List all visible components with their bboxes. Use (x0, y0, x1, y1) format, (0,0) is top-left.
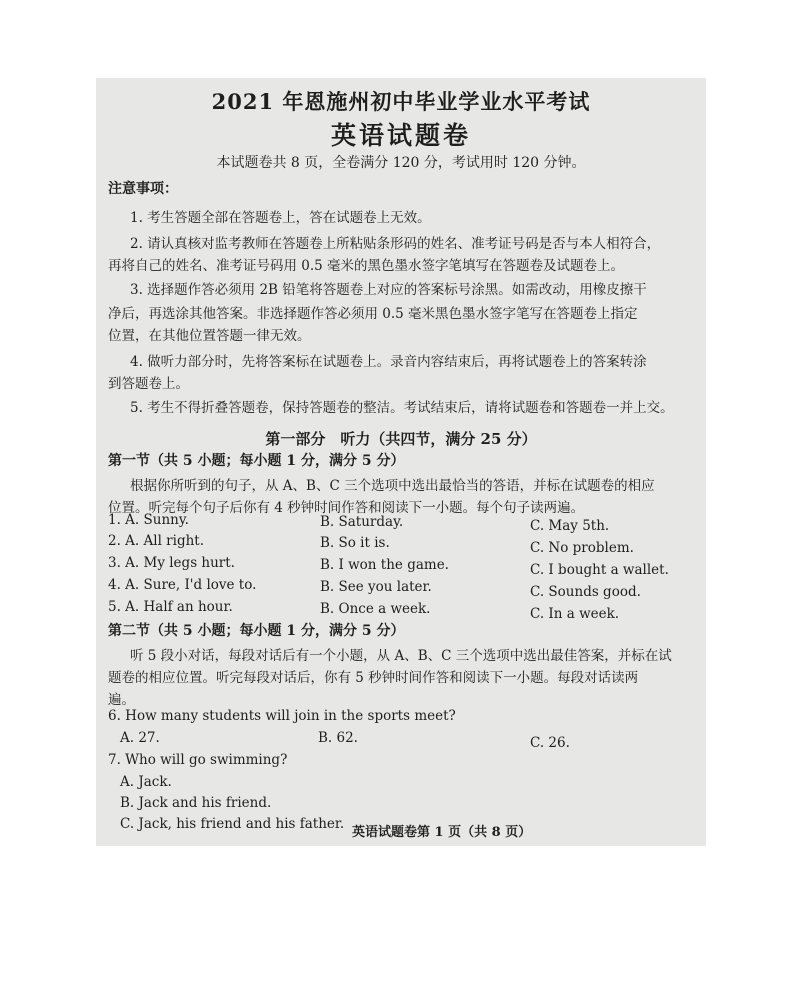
question-4-option-a: 4. A. Sure, I'd love to. (108, 577, 257, 593)
question-6-option-a: A. 27. (120, 730, 160, 746)
question-7-option-c: C. Jack, his friend and his father. (120, 816, 345, 832)
notice-item-4-line-1: 4. 做听力部分时，先将答案标在试题卷上。录音内容结束后，再将试题卷上的答案转涂 (130, 354, 647, 370)
exam-subject-title: 英语试题卷 (330, 121, 471, 150)
question-1-option-a: 1. A. Sunny. (108, 512, 189, 528)
question-5-option-a: 5. A. Half an hour. (108, 599, 233, 615)
page-footer: 英语试题卷第 1 页（共 8 页） (352, 825, 532, 840)
question-5-option-c: C. In a week. (530, 606, 620, 622)
exam-meta: 本试题卷共 8 页，全卷满分 120 分，考试用时 120 分钟。 (216, 155, 586, 171)
question-3-option-b: B. I won the game. (320, 557, 449, 573)
question-7-stem: 7. Who will go swimming? (108, 752, 288, 768)
question-1-option-b: B. Saturday. (320, 514, 404, 530)
question-2-option-a: 2. A. All right. (108, 533, 205, 549)
exam-page (96, 78, 706, 846)
notice-item-4-line-2: 到答题卷上。 (108, 376, 189, 392)
question-2-option-b: B. So it is. (320, 535, 390, 551)
notice-item-5: 5. 考生不得折叠答题卷，保持答题卷的整洁。考试结束后，请将试题卷和答题卷一并上交。 (130, 400, 674, 416)
question-3-option-c: C. I bought a wallet. (530, 562, 669, 578)
section-one-heading: 第一节（共 5 小题；每小题 1 分，满分 5 分） (108, 453, 405, 469)
section-two-instructions-line-1: 听 5 段小对话，每段对话后有一个小题，从 A、B、C 三个选项中选出最佳答案，并标在试 (130, 648, 672, 664)
exam-title: 2021 年恩施州初中毕业学业水平考试 (211, 89, 591, 114)
notice-heading: 注意事项： (108, 181, 178, 197)
question-7-option-a: A. Jack. (120, 774, 172, 790)
question-6-stem: 6. How many students will join in the sports meet? (108, 708, 456, 724)
question-2-option-c: C. No problem. (530, 540, 634, 556)
question-4-option-c: C. Sounds good. (530, 584, 641, 600)
section-one-instructions-line-2: 位置。听完每个句子后你有 4 秒钟时间作答和阅读下一小题。每个句子读两遍。 (108, 500, 585, 516)
section-two-heading: 第二节（共 5 小题；每小题 1 分，满分 5 分） (108, 623, 405, 639)
notice-item-3-line-1: 3. 选择题作答必须用 2B 铅笔将答题卷上对应的答案标号涂黑。如需改动，用橡皮擦干 (130, 282, 647, 298)
question-6-option-b: B. 62. (318, 730, 358, 746)
notice-item-2-line-1: 2. 请认真核对监考教师在答题卷上所粘贴条形码的姓名、准考证号码是否与本人相符合， (130, 236, 661, 252)
question-1-option-c: C. May 5th. (530, 518, 610, 534)
section-one-instructions-line-1: 根据你所听到的句子，从 A、B、C 三个选项中选出最恰当的答语，并标在试题卷的相应 (130, 478, 655, 494)
notice-item-1: 1. 考生答题全部在答题卷上，答在试题卷上无效。 (130, 210, 431, 226)
question-4-option-b: B. See you later. (320, 579, 432, 595)
section-two-instructions-line-3: 遍。 (108, 692, 135, 708)
notice-item-3-line-2: 净后，再选涂其他答案。非选择题作答必须用 0.5 毫米黑色墨水签字笔写在答题卷上指定 (108, 306, 638, 322)
part-one-title: 第一部分 听力（共四节，满分 25 分） (265, 430, 537, 448)
section-two-instructions-line-2: 题卷的相应位置。听完每段对话后，你有 5 秒钟时间作答和阅读下一小题。每段对话读两 (108, 670, 639, 686)
question-5-option-b: B. Once a week. (320, 601, 431, 617)
question-7-option-b: B. Jack and his friend. (120, 795, 272, 811)
question-3-option-a: 3. A. My legs hurt. (108, 555, 235, 571)
notice-item-3-line-3: 位置，在其他位置答题一律无效。 (108, 328, 311, 344)
question-6-option-c: C. 26. (530, 735, 570, 751)
notice-item-2-line-2: 再将自己的姓名、准考证号码用 0.5 毫米的黑色墨水签字笔填写在答题卷及试题卷上。 (108, 258, 625, 274)
